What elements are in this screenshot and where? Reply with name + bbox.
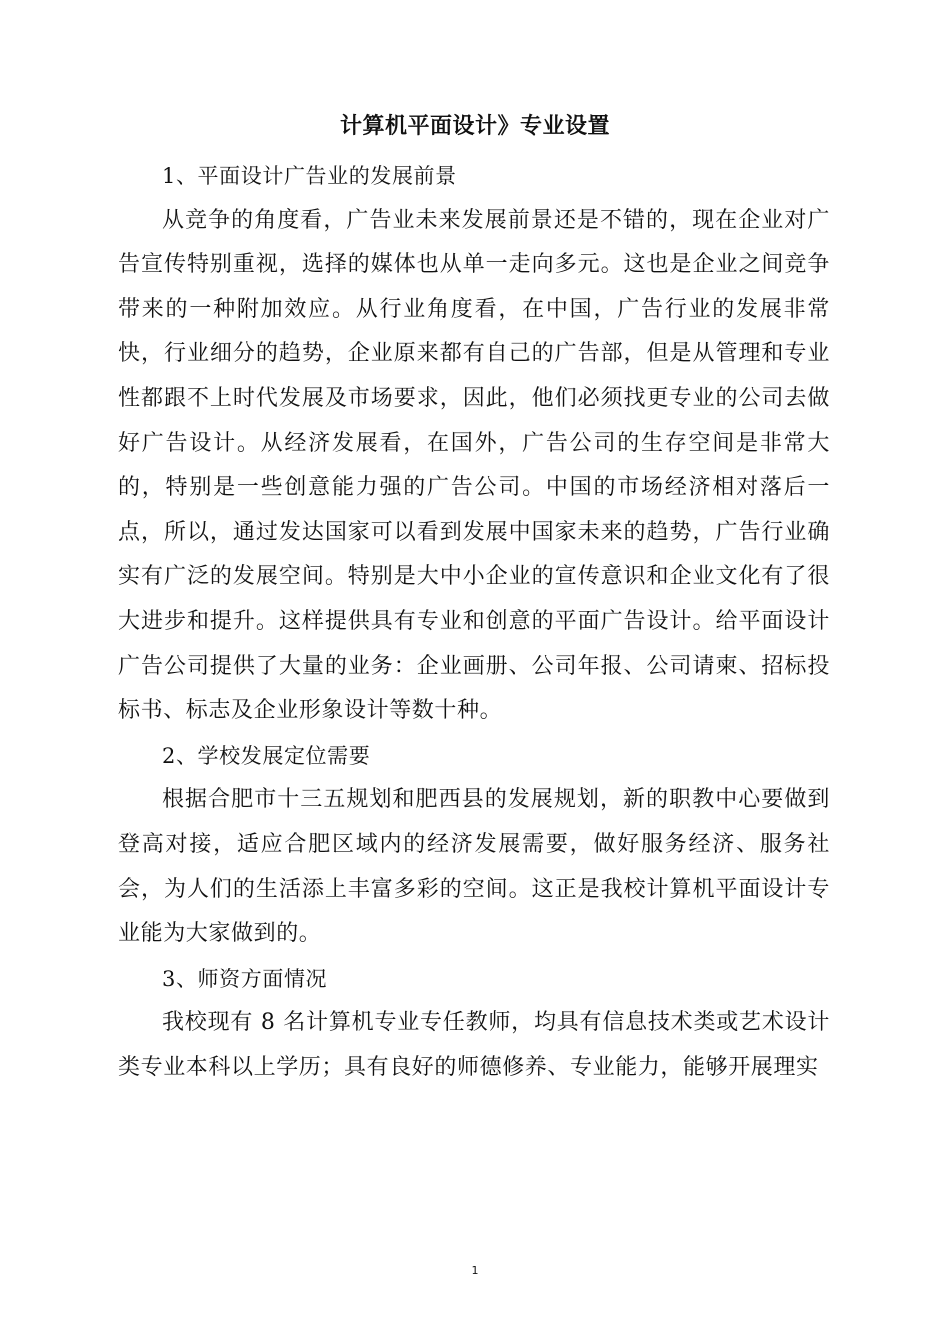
section-1-paragraph: 从竞争的角度看，广告业未来发展前景还是不错的，现在企业对广告宣传特别重视，选择的媒体也从单一走向多元。这也是企业之间竞争带来的一种附加效应。从行业角度看，在中国，广告行业的发展非常快，行业细分的趋势，企业原来都有自己的广告部，但是从管理和专业性都跟不上时代发展及市场要求，因此，他们必须找更专业的公司去做好广告设计。从经济发展看，在国外，广告公司的生存空间是非常大的，特别是一些创意能力强的广告公司。中国的市场经济相对落后一点，所以，通过发达国家可以看到发展中国家未来的趋势，广告行业确实有广泛的发展空间。特别是大中小企业的宣传意识和企业文化有了很大进步和提升。这样提供具有专业和创意的平面广告设计。给平面设计广告公司提供了大量的业务：企业画册、公司年报、公司请柬、招标投标书、标志及企业形象设计等数十种。 [118, 207, 830, 724]
section-2-paragraph: 根据合肥市十三五规划和肥西县的发展规划，新的职教中心要做到登高对接，适应合肥区域内的经济发展需要，做好服务经济、服务社会，为人们的生活添上丰富多彩的空间。这正是我校计算机平面设计专业能为大家做到的。 [118, 787, 830, 947]
section-3-paragraph: 我校现有 8 名计算机专业专任教师，均具有信息技术类或艺术设计类专业本科以上学历；具有良好的师德修养、专业能力，能够开展理实 [118, 1010, 830, 1080]
section-3-heading: 3、师资方面情况 [162, 966, 328, 991]
document-title: 计算机平面设计》专业设置 [339, 114, 610, 139]
page-number: 1 [471, 1264, 479, 1277]
document-body [118, 154, 830, 1090]
section-1-heading: 1、平面设计广告业的发展前景 [162, 164, 457, 188]
section-2-heading: 2、学校发展定位需要 [162, 743, 371, 768]
